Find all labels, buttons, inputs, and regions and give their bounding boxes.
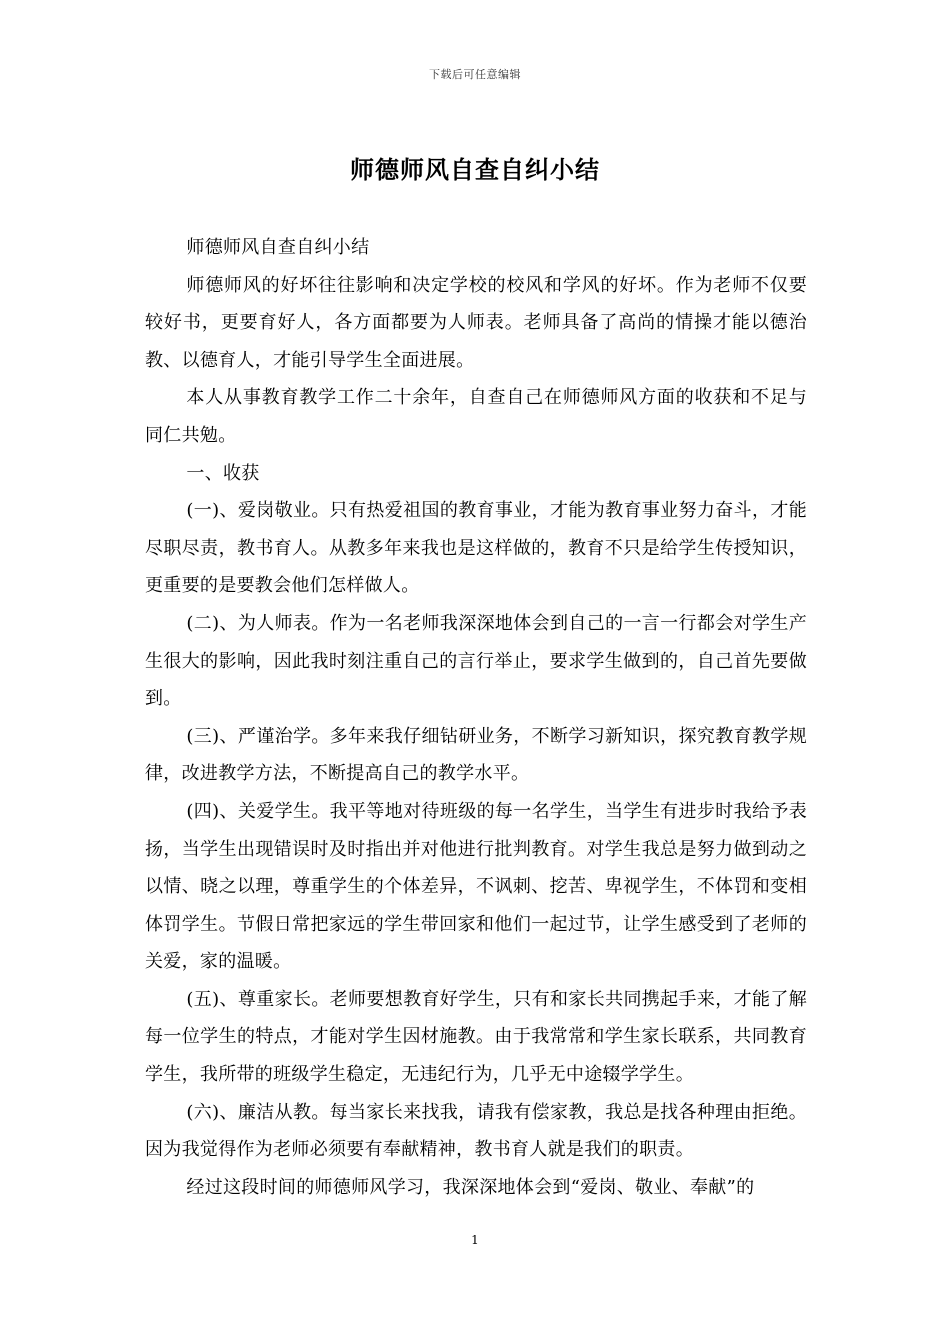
paragraph-item-5: (五)、尊重家长。老师要想教育好学生，只有和家长共同携起手来，才能了解每一位学生的特点，才能对学生因材施教。由于我常常和学生家长联系，共同教育学生，我所带的班级学生稳定，无违纪行为，几乎无中途辍学学生。 xyxy=(145,988,807,1086)
paragraph-item-2: (二)、为人师表。作为一名老师我深深地体会到自己的一言一行都会对学生产生很大的影响，因此我时刻注重自己的言行举止，要求学生做到的，自己首先要做到。 xyxy=(145,612,807,710)
document-body xyxy=(145,229,807,1206)
paragraph-subtitle: 师德师风自查自纠小结 xyxy=(186,237,370,258)
paragraph-item-1: (一)、爱岗敬业。只有热爱祖国的教育事业，才能为教育事业努力奋斗，才能尽职尽责，教书育人。从教多年来我也是这样做的，教育不只是给学生传授知识，更重要的是要教会他们怎样做人。 xyxy=(145,500,807,597)
paragraph-self-check: 本人从事教育教学工作二十余年，自查自己在师德师风方面的收获和不足与同仁共勉。 xyxy=(145,387,807,446)
page-number: 1 xyxy=(471,1233,479,1247)
page-header-note: 下载后可任意编辑 xyxy=(429,68,521,81)
paragraph-item-4: (四)、关爱学生。我平等地对待班级的每一名学生，当学生有进步时我给予表扬，当学生出现错误时及时指出并对他进行批判教育。对学生我总是努力做到动之以情、晓之以理，尊重学生的个体差异，不讽刺、挖苦、卑视学生，不体罚和变相体罚学生。节假日常把家远的学生带回家和他们一起过节，让学生感受到了老师的关爱，家的温暖。 xyxy=(145,800,807,973)
paragraph-intro: 师德师风的好坏往往影响和决定学校的校风和学风的好坏。作为老师不仅要较好书，更要育好人，各方面都要为人师表。老师具备了高尚的情操才能以德治教、以德育人，才能引导学生全面进展。 xyxy=(145,274,807,371)
section-heading-gains: 一、收获 xyxy=(186,462,260,484)
paragraph-item-6: (六)、廉洁从教。每当家长来找我，请我有偿家教，我总是找各种理由拒绝。因为我觉得作为老师必须要有奉献精神，教书育人就是我们的职责。 xyxy=(145,1101,807,1161)
paragraph-conclusion: 经过这段时间的师德师风学习，我深深地体会到“爱岗、敬业、奉献”的 xyxy=(186,1176,755,1198)
document-title: 师德师风自查自纠小结 xyxy=(350,156,600,184)
paragraph-item-3: (三)、严谨治学。多年来我仔细钻研业务，不断学习新知识，探究教育教学规律，改进教学方法，不断提高自己的教学水平。 xyxy=(145,725,807,785)
